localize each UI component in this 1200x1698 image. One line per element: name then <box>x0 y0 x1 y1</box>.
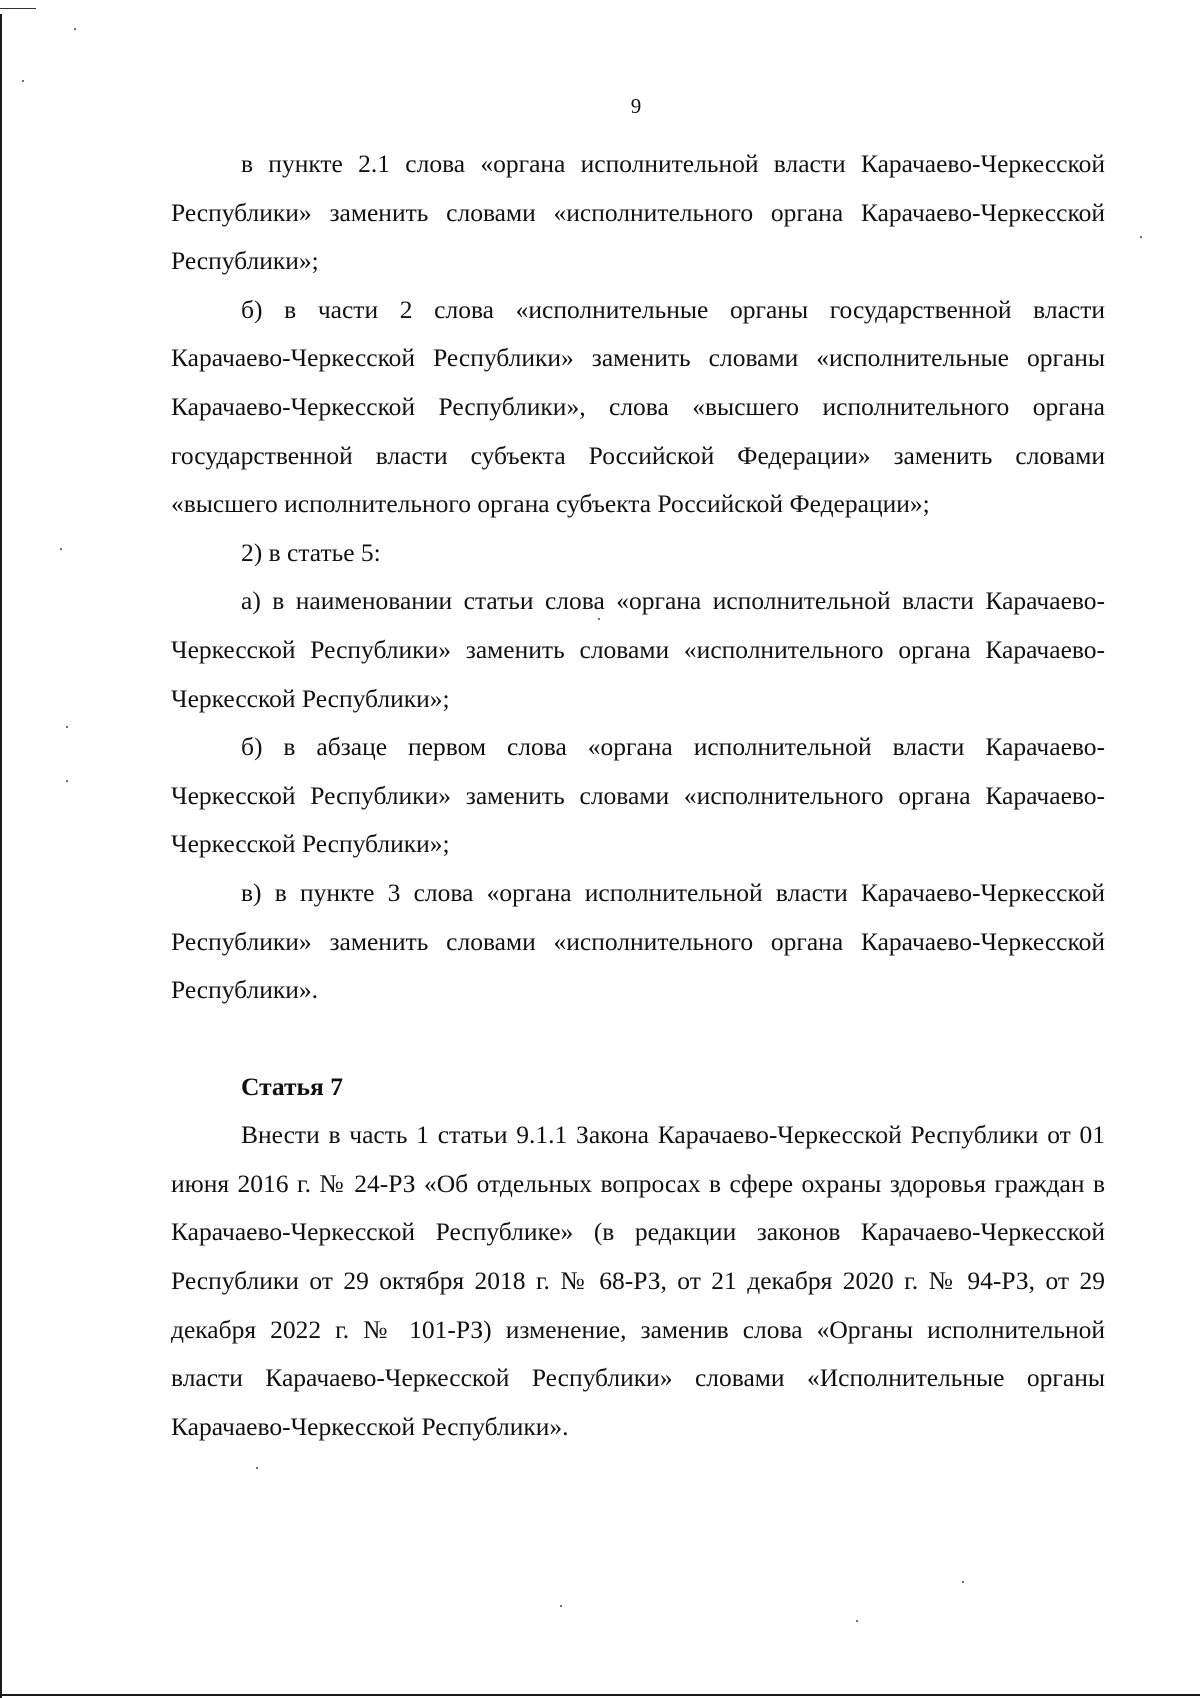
paragraph: в пункте 2.1 слова «органа исполнительной власти Карачаево-Черкесской Республики» заменить словами «исполнительного органа Карачаево-Черкесской Республики»; <box>171 149 1105 276</box>
scan-speck <box>856 1620 858 1622</box>
scan-artifact-top <box>0 8 36 9</box>
scan-speck <box>962 1581 964 1583</box>
scan-speck <box>60 548 62 550</box>
scan-artifact-left-border <box>0 14 2 1698</box>
paragraph: а) в наименовании статьи слова «органа исполнительной власти Карачаево-Черкесской Республики» заменить словами «исполнительного органа Карачаево-Черкесской Республики»; <box>171 586 1105 713</box>
scan-speck <box>74 28 76 30</box>
paragraph: в) в пункте 3 слова «органа исполнительной власти Карачаево-Черкесской Республики» заменить словами «исполнительного органа Карачаево-Черкесской Республики». <box>171 877 1105 1005</box>
document-body <box>171 140 1105 1451</box>
scan-speck <box>560 1605 562 1607</box>
scan-speck <box>256 1467 258 1469</box>
scan-speck <box>66 780 68 782</box>
scan-speck <box>22 80 24 82</box>
article-heading: Статья 7 <box>241 1071 343 1101</box>
paragraph: б) в части 2 слова «исполнительные органы государственной власти Карачаево-Черкесской Республики» заменить словами «исполнительные органы Карачаево-Черкесской Республики», слова «высшего исполнительного органа государственной власти субъекта Российской Федерации» заменить словами «высшего исполнительного органа субъекта Российской Федерации»; <box>171 294 1105 519</box>
paragraph: 2) в статье 5: <box>241 537 381 567</box>
paragraph: Внести в часть 1 статьи 9.1.1 Закона Карачаево-Черкесской Республики от 01 июня 2016 г. № 24-РЗ «Об отдельных вопросах в сфере охраны здоровья граждан в Карачаево-Черкесской Республике» (в редакции законов Карачаево-Черкесской Республики от 29 октября 2018 г. № 68-РЗ, от 21 декабря 2020 г. № 94-РЗ, от 29 декабря 2022 г. № 101-РЗ) изменение, заменив слова «Органы исполнительной власти Карачаево-Черкесской Республики» словами «Исполнительные органы Карачаево-Черкесской Республики». <box>171 1120 1105 1441</box>
paragraph: б) в абзаце первом слова «органа исполнительной власти Карачаево-Черкесской Республики» заменить словами «исполнительного органа Карачаево-Черкесской Республики»; <box>171 732 1105 859</box>
page-number: 9 <box>630 94 642 118</box>
scan-speck <box>66 726 68 728</box>
scan-artifact-bottom-border <box>0 1694 1200 1696</box>
scan-speck <box>1140 236 1142 238</box>
